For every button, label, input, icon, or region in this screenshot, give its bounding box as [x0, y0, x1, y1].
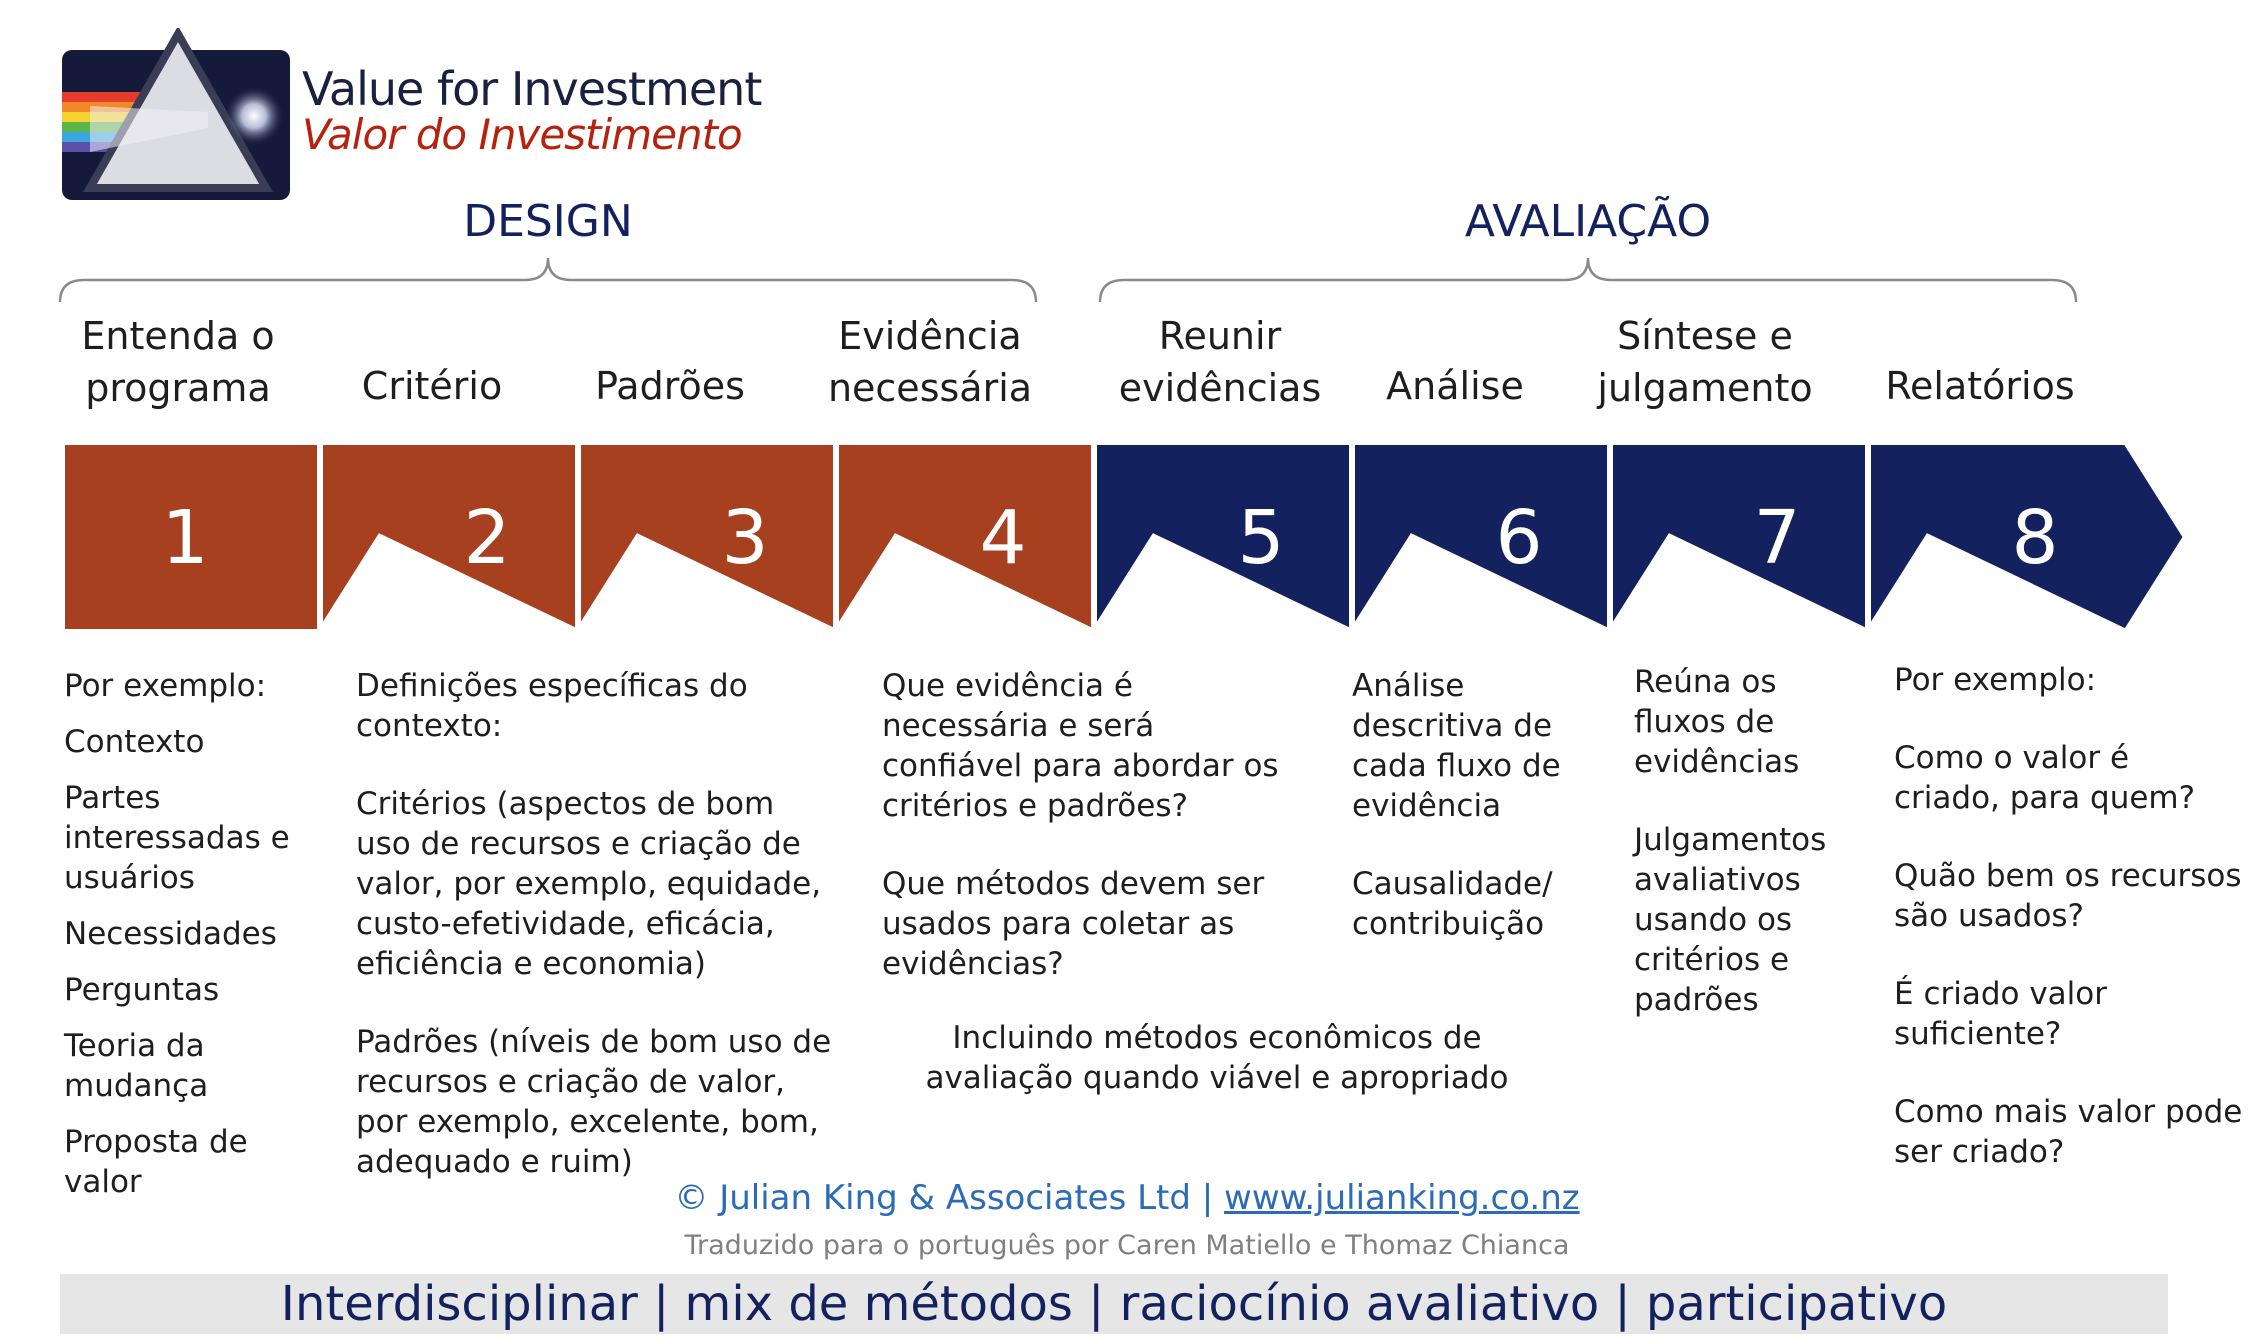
step-number-4: 4 — [979, 495, 1027, 581]
evaluation-bracket — [1100, 258, 2076, 302]
desc-item: Quão bem os recursos são usados? — [1894, 858, 2242, 934]
desc-item: Necessidades — [64, 916, 277, 952]
step-label-7: Síntese e julgamento — [1597, 314, 1813, 410]
desc-item: Como mais valor pode ser criado? — [1894, 1094, 2243, 1170]
logo-title-pt: Valor do Investimento — [302, 110, 742, 159]
desc-item: Que evidência é necessária e será confiável para abordar os critérios e padrões? — [882, 668, 1279, 824]
step-label-3: Padrões — [595, 364, 745, 408]
description-understand-program — [64, 666, 304, 1202]
step-number-3: 3 — [721, 495, 769, 581]
desc-item: Análise descritiva de cada fluxo de evidência — [1352, 668, 1561, 824]
step-number-7: 7 — [1753, 495, 1801, 581]
step-number-5: 5 — [1237, 495, 1285, 581]
phase-design-heading: DESIGN — [463, 196, 633, 247]
step-label-1: Entenda o programa — [81, 314, 275, 410]
desc-item: Por exemplo: — [64, 668, 267, 704]
step-number-2: 2 — [463, 495, 511, 581]
phase-evaluation-heading: AVALIAÇÃO — [1464, 196, 1712, 247]
design-bracket — [60, 258, 1036, 302]
principles-footer-bar: Interdisciplinar | mix de métodos | raciocínio avaliativo | participativo — [60, 1274, 2168, 1334]
description-analysis — [1352, 666, 1570, 944]
copyright-credit — [0, 1178, 2254, 1218]
step-number-1: 1 — [161, 495, 209, 581]
desc-item: Causalidade/ contribuição — [1352, 866, 1553, 942]
description-economic-methods-note — [882, 1018, 1552, 1098]
step-label-5: Reunir evidências — [1118, 314, 1322, 410]
desc-item: Critérios (aspectos de bom uso de recursos e criação de valor, por exemplo, equidade, custo-efetividade, eficácia, eficiência e economia) — [356, 786, 822, 982]
description-evidence-needed — [882, 666, 1302, 984]
desc-note: Incluindo métodos econômicos de avaliação quando viável e apropriado — [925, 1020, 1509, 1096]
desc-item: Julgamentos avaliativos usando os critérios e padrões — [1634, 822, 1827, 1018]
step-label-4: Evidência necessária — [827, 314, 1033, 410]
step-number-6: 6 — [1495, 495, 1543, 581]
desc-item: Perguntas — [64, 972, 220, 1008]
step-label-8: Relatórios — [1885, 364, 2075, 408]
description-synthesis — [1634, 662, 1844, 1020]
desc-item: Partes interessadas e usuários — [64, 780, 290, 896]
desc-item: Padrões (níveis de bom uso de recursos e criação de valor, por exemplo, excelente, bom, adequado e ruim) — [356, 1024, 832, 1180]
desc-item: Teoria da mudança — [64, 1028, 209, 1104]
step-label-6: Análise — [1386, 364, 1524, 408]
step-label-2: Critério — [361, 364, 503, 408]
desc-item: Contexto — [64, 724, 205, 760]
desc-item: Como o valor é criado, para quem? — [1894, 740, 2196, 816]
desc-item: Que métodos devem ser usados para coletar as evidências? — [882, 866, 1265, 982]
logo-title-en: Value for Investment — [302, 62, 762, 116]
translation-credit: Traduzido para o português por Caren Matiello e Thomaz Chianca — [684, 1230, 1570, 1261]
description-criteria-standards — [356, 666, 834, 1182]
desc-item: Reúna os fluxos de evidências — [1634, 664, 1800, 780]
copyright-text: © Julian King & Associates Ltd | — [674, 1178, 1225, 1218]
description-reporting — [1894, 660, 2244, 1172]
desc-item: Por exemplo: — [1894, 662, 2097, 698]
desc-item: É criado valor suficiente? — [1894, 976, 2108, 1052]
desc-item: Proposta de valor — [64, 1124, 248, 1200]
website-link[interactable]: www.julianking.co.nz — [1224, 1178, 1580, 1218]
step-number-8: 8 — [2011, 495, 2059, 581]
desc-item: Definições específicas do contexto: — [356, 668, 748, 744]
